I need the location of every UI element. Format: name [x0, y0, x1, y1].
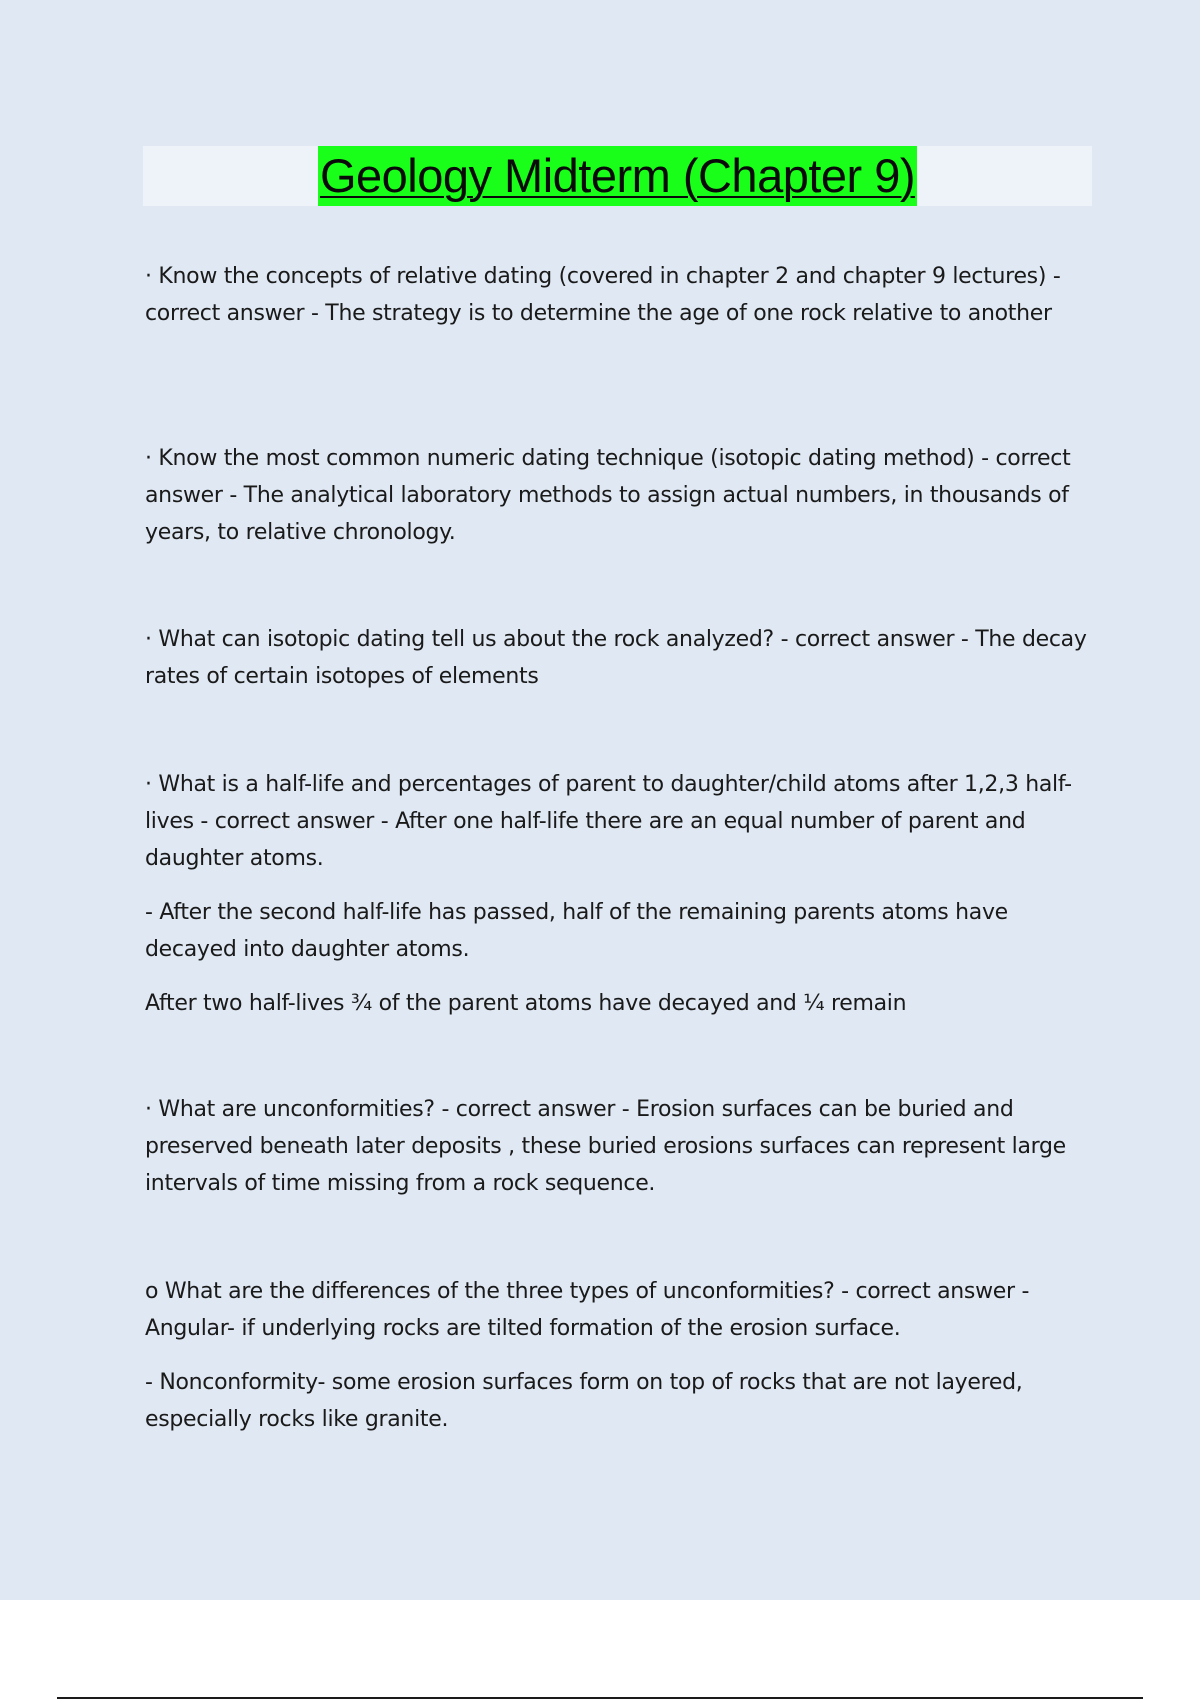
footer-divider	[57, 1697, 1143, 1699]
qa-block-unconformity-types	[145, 1273, 1095, 1438]
paragraph: · Know the concepts of relative dating (covered in chapter 2 and chapter 9 lectures) - correct answer - The strategy is to determine the age of one rock relative to another	[145, 264, 1061, 326]
qa-block-isotopic-dating	[145, 621, 1095, 695]
paragraph: o What are the differences of the three types of unconformities? - correct answer - Angular- if underlying rocks are tilted formation of the erosion surface.	[145, 1279, 1030, 1341]
paragraph: - After the second half-life has passed, half of the remaining parents atoms have decayed into daughter atoms.	[145, 900, 1008, 962]
paragraph: After two half-lives ¾ of the parent atoms have decayed and ¼ remain	[145, 991, 907, 1016]
title-band	[143, 146, 1092, 206]
paragraph: · What is a half-life and percentages of parent to daughter/child atoms after 1,2,3 half-lives - correct answer - After one half-life there are an equal number of parent and daughter atoms.	[145, 772, 1072, 871]
paragraph: · What are unconformities? - correct answer - Erosion surfaces can be buried and preserved beneath later deposits , these buried erosions surfaces can represent large intervals of time missing from a rock sequence.	[145, 1097, 1066, 1196]
paragraph: · What can isotopic dating tell us about the rock analyzed? - correct answer - The decay rates of certain isotopes of elements	[145, 627, 1087, 689]
paragraph: · Know the most common numeric dating technique (isotopic dating method) - correct answer - The analytical laboratory methods to assign actual numbers, in thousands of years, to relative chronology.	[145, 446, 1071, 545]
qa-block-numeric-dating	[145, 440, 1095, 551]
qa-block-half-life	[145, 766, 1095, 1022]
qa-block-relative-dating	[145, 258, 1095, 332]
page-title: Geology Midterm (Chapter 9)	[318, 146, 917, 206]
qa-block-unconformities	[145, 1091, 1095, 1202]
paragraph: - Nonconformity- some erosion surfaces form on top of rocks that are not layered, especially rocks like granite.	[145, 1370, 1023, 1432]
